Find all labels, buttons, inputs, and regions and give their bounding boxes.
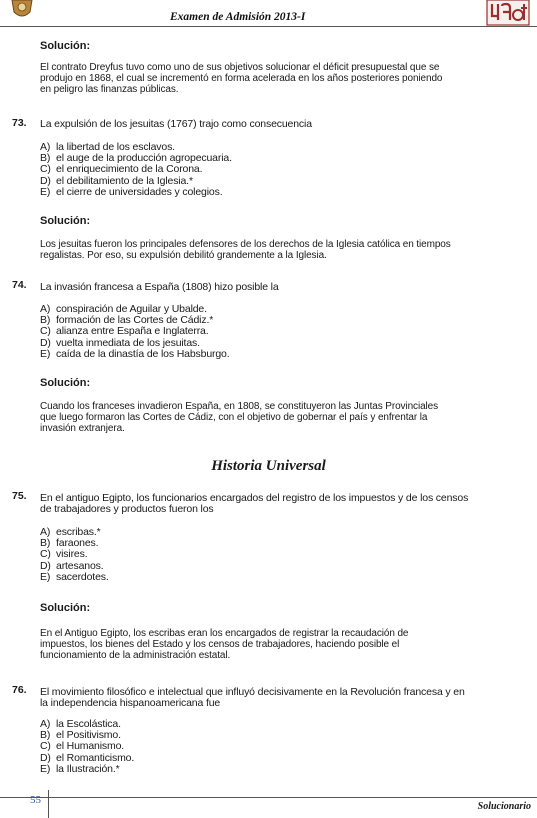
option-letter: C) (40, 163, 51, 176)
question-text: la independencia hispanoamericana fue (40, 697, 221, 709)
option-text: el cierre de universidades y colegios. (56, 185, 223, 198)
solution-text (40, 628, 537, 661)
question-text: La invasión francesa a España (1808) hizo posible la (40, 281, 279, 293)
option-letter: B) (40, 152, 51, 165)
university-seal-logo (8, 0, 36, 20)
option-letter: A) (40, 141, 51, 153)
option-letter: E) (40, 570, 51, 583)
option-letter: D) (40, 559, 51, 572)
option-letter: A) (40, 526, 51, 538)
section-title: Historia Universal (211, 458, 326, 474)
option-text: el auge de la producción agropecuaria. (56, 152, 232, 165)
solution-line: que luego formaron las Cortes de Cádiz, con el objetivo de gobernar el país y enfrentar la (40, 412, 428, 423)
answer-option (40, 349, 230, 360)
option-letter: B) (40, 314, 51, 327)
solution-line: en peligro las finanzas públicas. (40, 84, 179, 95)
option-text: el Positivismo. (56, 729, 121, 742)
solution-line: produjo en 1868, el cual se incrementó en forma acelerada en los años posteriores poniendo (40, 73, 443, 84)
option-text: la Escolástica. (56, 718, 121, 730)
question-text: En el antiguo Egipto, los funcionarios encargados del registro de los impuestos y de los censos (40, 492, 469, 504)
option-text: escribas.* (56, 526, 101, 538)
page-header (0, 0, 537, 30)
footer-divider (0, 797, 537, 798)
question-text: de trabajadores y productos fueron los (40, 503, 214, 515)
answer-options (40, 719, 134, 775)
question-number: 74. (12, 279, 27, 291)
option-text: formación de las Cortes de Cádiz.* (56, 314, 214, 327)
option-letter: A) (40, 718, 51, 730)
option-text: alianza entre España e Inglaterra. (56, 325, 209, 338)
page-number: 55 (30, 794, 41, 806)
question-number: 75. (12, 490, 27, 502)
option-letter: E) (40, 762, 51, 775)
solution-heading: Solución: (40, 602, 91, 614)
option-text: faraones. (56, 537, 99, 550)
option-text: visires. (56, 548, 88, 561)
option-text: la Ilustración.* (56, 762, 120, 775)
answer-options (40, 142, 232, 198)
header-divider (0, 26, 537, 27)
option-letter: A) (40, 303, 51, 315)
option-letter: D) (40, 174, 51, 187)
solution-line: invasión extranjera. (40, 423, 125, 434)
question-text: La expulsión de los jesuitas (1767) trajo como consecuencia (40, 118, 312, 130)
solution-line: El contrato Dreyfus tuvo como uno de sus objetivos solucionar el déficit presupuestal que se (40, 62, 440, 73)
answer-options (40, 304, 230, 360)
option-letter: D) (40, 336, 51, 349)
footer-label: Solucionario (477, 801, 531, 812)
solution-line: regalistas. Por eso, su expulsión debilitó grandemente a la Iglesia. (40, 250, 327, 261)
option-text: artesanos. (56, 559, 104, 572)
option-text: el Romanticismo. (56, 751, 135, 764)
solution-text (40, 401, 537, 434)
option-letter: C) (40, 740, 51, 753)
solution-line: Cuando los franceses invadieron España, en 1808, se constituyeron las Juntas Provinciales (40, 401, 439, 412)
publisher-logo (486, 0, 530, 26)
option-letter: C) (40, 548, 51, 561)
option-text: sacerdotes. (56, 570, 109, 583)
option-text: el Humanismo. (56, 740, 125, 753)
option-text: el enriquecimiento de la Corona. (56, 163, 203, 176)
option-text: el debilitamiento de la Iglesia.* (56, 174, 193, 187)
answer-options (40, 527, 109, 583)
question-text: El movimiento filosófico e intelectual que influyó decisivamente en la Revolución francesa y en (40, 686, 465, 698)
question-number: 73. (12, 117, 27, 129)
footer-separator (48, 790, 49, 818)
option-letter: C) (40, 325, 51, 338)
solution-line: Los jesuitas fueron los principales defensores de los derechos de la Iglesia católica en tiempos (40, 239, 451, 250)
option-letter: D) (40, 751, 51, 764)
solution-text (40, 239, 537, 261)
exam-title: Examen de Admisión 2013-I (170, 11, 306, 23)
option-text: conspiración de Aguilar y Ubalde. (56, 303, 207, 315)
option-letter: B) (40, 729, 51, 742)
solution-heading: Solución: (40, 40, 91, 52)
option-text: la libertad de los esclavos. (56, 141, 175, 153)
option-text: vuelta inmediata de los jesuitas. (56, 336, 200, 349)
solution-heading: Solución: (40, 215, 91, 227)
solution-heading: Solución: (40, 377, 91, 389)
option-letter: E) (40, 185, 51, 198)
solution-line: impuestos, los bienes del Estado y los censos de trabajadores, haciendo posible el (40, 639, 400, 650)
option-text: caída de la dinastía de los Habsburgo. (56, 347, 230, 360)
answer-option (40, 572, 109, 583)
solution-line: funcionamiento de la administración estatal. (40, 650, 231, 661)
answer-option (40, 187, 232, 198)
option-letter: E) (40, 347, 51, 360)
option-letter: B) (40, 537, 51, 550)
solution-line: En el Antiguo Egipto, los escribas eran los encargados de registrar la recaudación de (40, 628, 409, 639)
solution-text (40, 62, 537, 95)
answer-option (40, 764, 134, 775)
question-number: 76. (12, 684, 27, 696)
